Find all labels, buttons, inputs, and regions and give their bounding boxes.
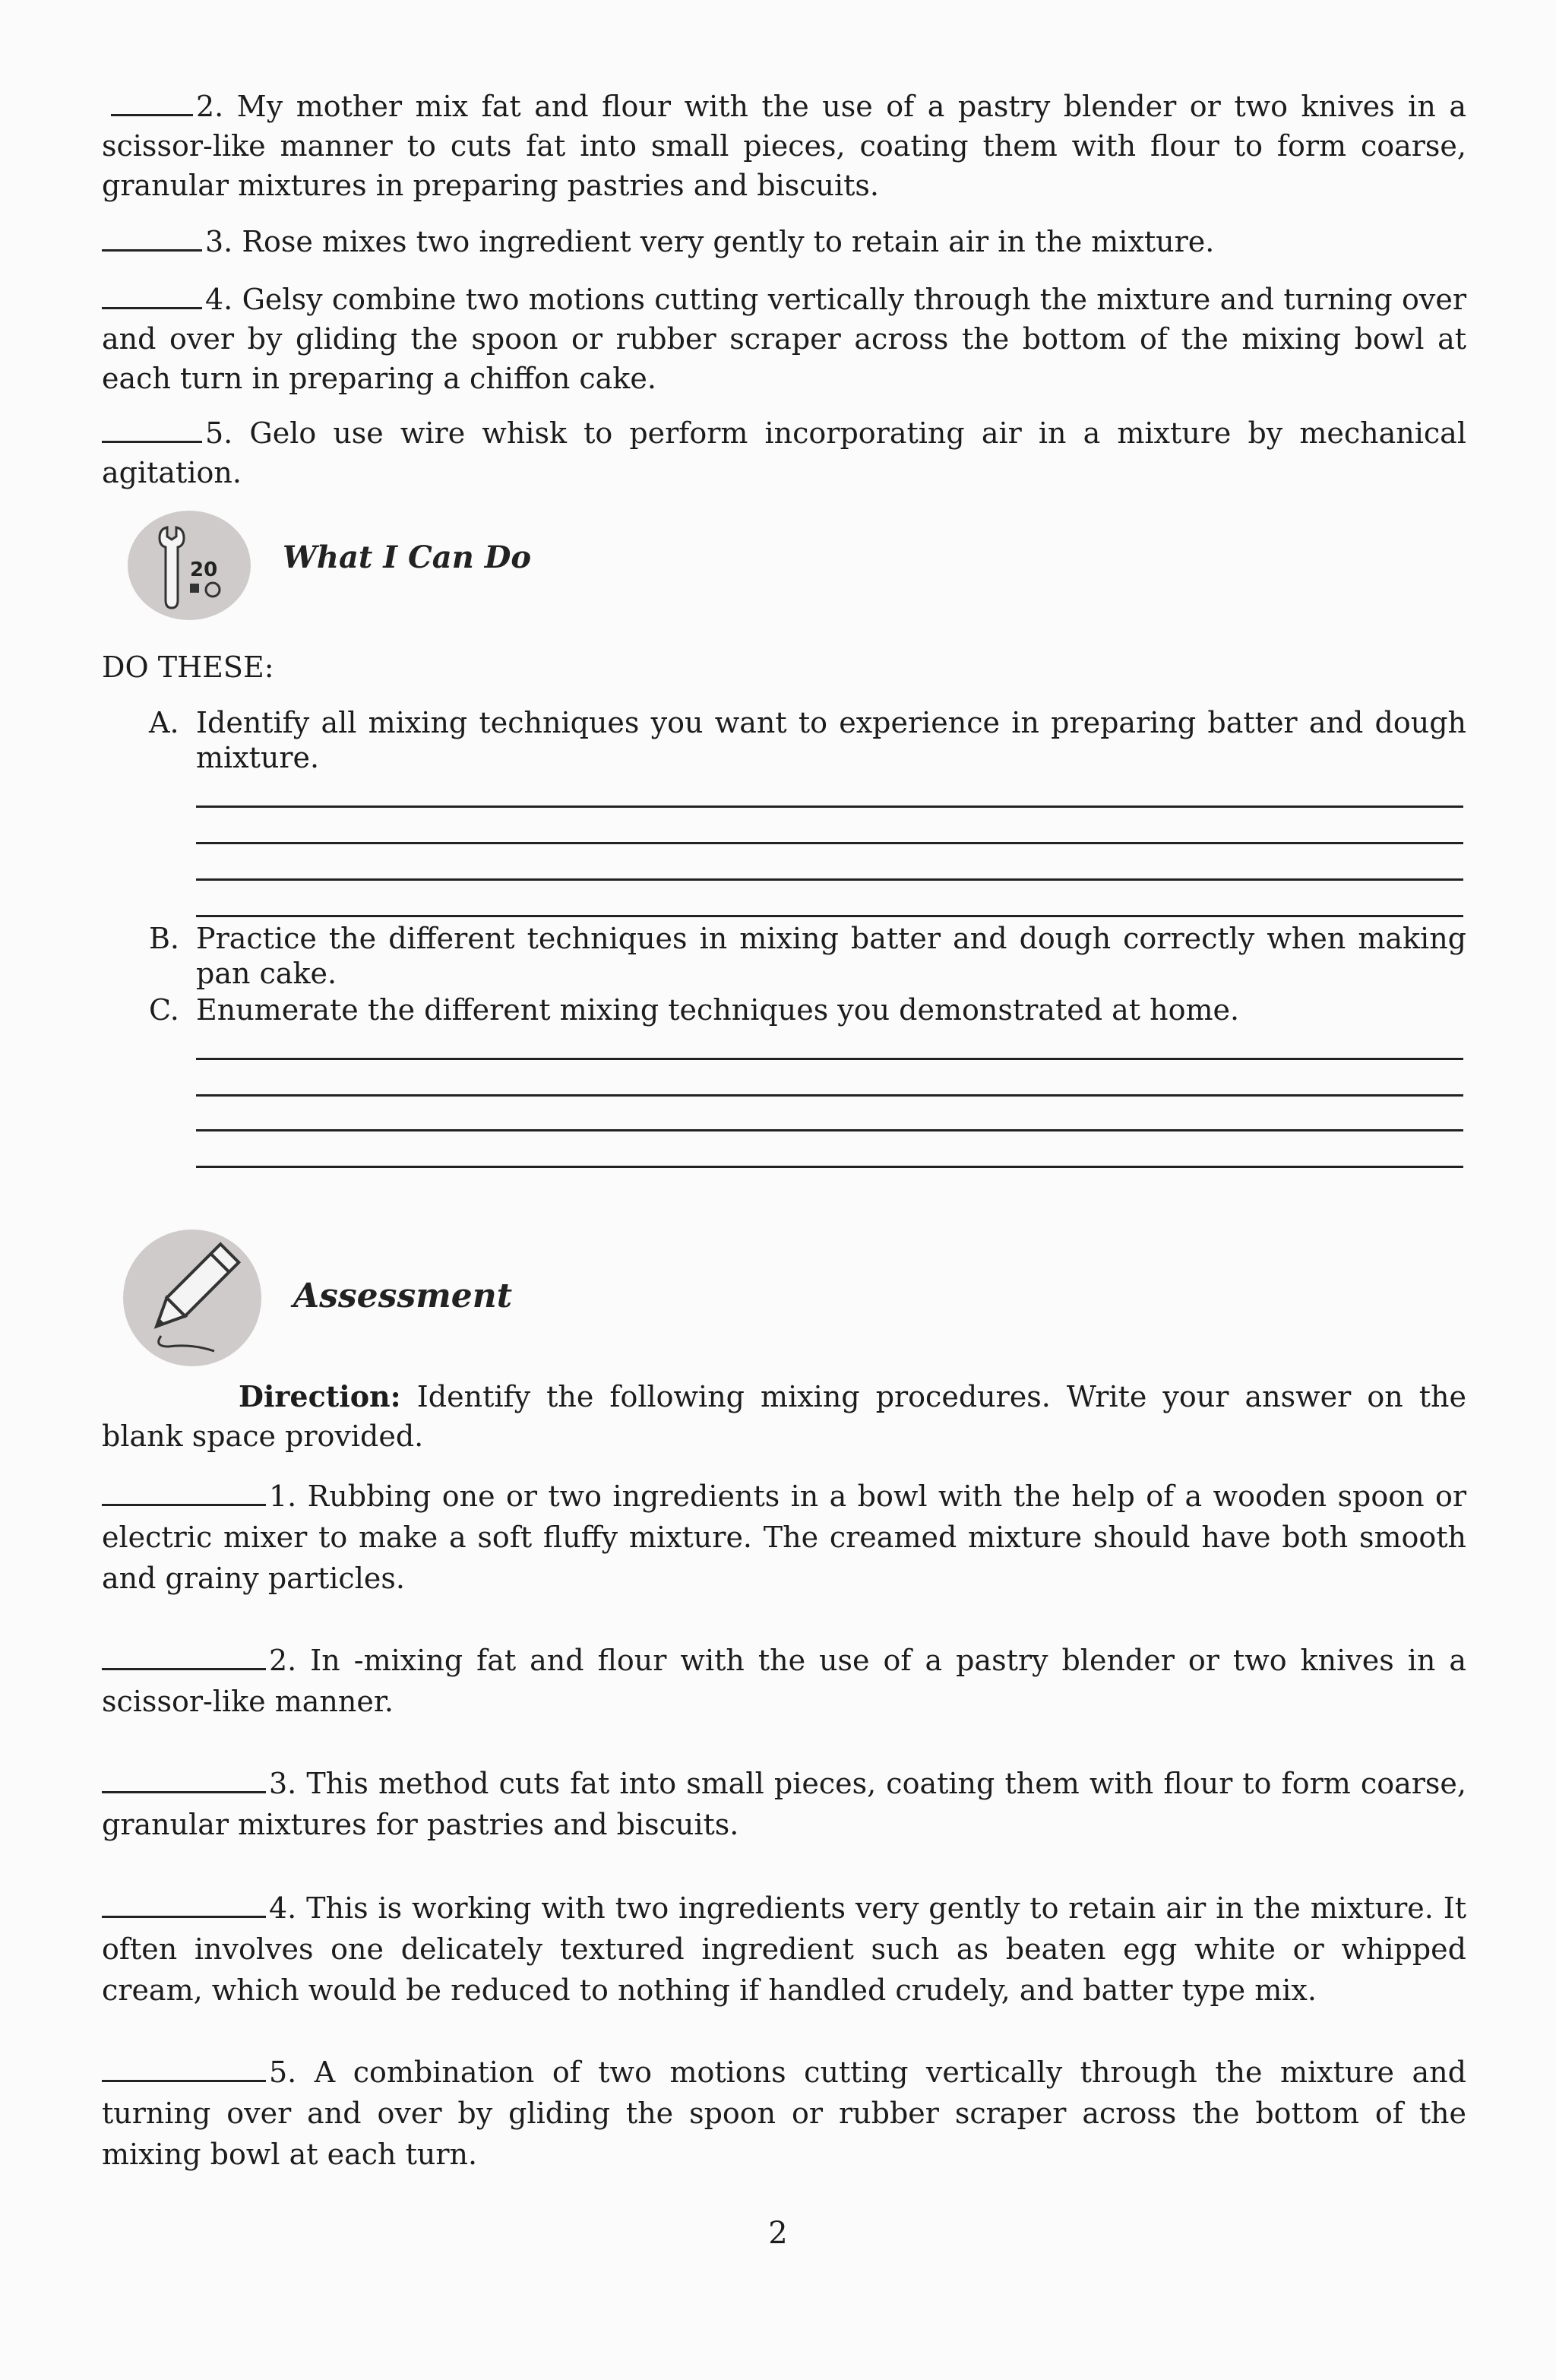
section-title-what-i-can-do: What I Can Do	[283, 540, 532, 575]
item-text: Rose mixes two ingredient very gently to retain air in the mixture.	[242, 225, 1215, 258]
item-number: 4.	[205, 283, 233, 316]
item-text: Rubbing one or two ingredients in a bowl with the help of a wooden spoon or electric mixer to make a soft fluffy mixture. The creamed mixture should have both smooth and grainy particles.	[102, 1480, 1466, 1595]
task-letter: A.	[149, 706, 179, 739]
item-number: 4.	[269, 1891, 297, 1925]
item-text: Gelsy combine two motions cutting vertically through the mixture and turning over and over by gliding the spoon or rubber scraper across the bottom of the mixing bowl at each turn in preparing a chiffon cake.	[102, 283, 1466, 395]
assessment-direction	[102, 1377, 1466, 1456]
item-text: In -mixing fat and flour with the use of a pastry blender or two knives in a scissor-like manner.	[102, 1644, 1466, 1718]
assessment-item-5	[102, 2052, 1466, 2175]
activity-item-2	[102, 87, 1466, 205]
item-number: 5.	[269, 2056, 297, 2089]
item-text: A combination of two motions cutting vertically through the mixture and turning over and over by gliding the spoon or rubber scraper across the bottom of the mixing bowl at each turn.	[102, 2056, 1466, 2171]
answer-line[interactable]	[196, 1166, 1463, 1168]
item-number: 2.	[196, 90, 224, 123]
answer-line[interactable]	[196, 1129, 1463, 1131]
do-these-label: DO THESE:	[102, 650, 274, 684]
item-number: 3.	[269, 1767, 297, 1800]
item-text: My mother mix fat and flour with the use of a pastry blender or two knives in a scissor-like manner to cuts fat into small pieces, coating them with flour to form coarse, granular mixtures in preparing pastries and biscuits.	[102, 90, 1466, 202]
assessment-item-2	[102, 1640, 1466, 1722]
item-number: 2.	[269, 1644, 297, 1677]
assessment-item-3	[102, 1763, 1466, 1845]
activity-item-5	[102, 413, 1466, 492]
task-a	[149, 705, 1466, 778]
task-c	[149, 992, 1466, 1027]
item-text: This is working with two ingredients very gently to retain air in the mixture. It often involves one delicately textured ingredient such as beaten egg white or whipped cream, which would be reduced to nothing if handled crudely, and batter type mix.	[102, 1891, 1466, 2007]
answer-blank[interactable]	[111, 114, 193, 116]
answer-blank[interactable]	[102, 1791, 266, 1793]
task-text: Practice the different techniques in mixing batter and dough correctly when making pan cake.	[196, 922, 1466, 990]
answer-blank[interactable]	[102, 1916, 266, 1918]
item-text: Gelo use wire whisk to perform incorporating air in a mixture by mechanical agitation.	[102, 416, 1466, 489]
task-letter: C.	[149, 993, 179, 1027]
answer-line[interactable]	[196, 805, 1463, 808]
pencil-icon	[123, 1230, 261, 1366]
activity-item-3	[102, 222, 1466, 261]
section-title-assessment: Assessment	[293, 1277, 513, 1315]
page-number: 2	[768, 2216, 788, 2251]
task-text: Identify all mixing techniques you want to experience in preparing batter and dough mixture.	[196, 706, 1466, 774]
item-number: 3.	[205, 225, 233, 258]
icon-text: 20	[190, 559, 218, 581]
answer-blank[interactable]	[102, 1668, 266, 1670]
item-number: 1.	[269, 1480, 297, 1513]
answer-line[interactable]	[196, 842, 1463, 844]
answer-blank[interactable]	[102, 1504, 266, 1506]
task-text: Enumerate the different mixing techniques you demonstrated at home.	[196, 993, 1240, 1027]
answer-blank[interactable]	[102, 249, 202, 252]
answer-blank[interactable]	[102, 307, 202, 309]
answer-blank[interactable]	[102, 441, 202, 443]
answer-line[interactable]	[196, 1058, 1463, 1060]
direction-text: Identify the following mixing procedures. Write your answer on the blank space provided.	[102, 1380, 1466, 1453]
task-letter: B.	[149, 922, 180, 955]
task-b	[149, 921, 1466, 991]
activity-item-4	[102, 280, 1466, 398]
answer-blank[interactable]	[102, 2080, 266, 2082]
item-text: This method cuts fat into small pieces, coating them with flour to form coarse, granular mixtures for pastries and biscuits.	[102, 1767, 1466, 1841]
assessment-item-4	[102, 1888, 1466, 2011]
answer-line[interactable]	[196, 1094, 1463, 1097]
direction-label: Direction:	[239, 1379, 401, 1413]
answer-line[interactable]	[196, 915, 1463, 917]
assessment-item-1	[102, 1476, 1466, 1599]
item-number: 5.	[205, 416, 233, 450]
wrench-bolt-icon	[128, 511, 251, 620]
answer-line[interactable]	[196, 878, 1463, 881]
